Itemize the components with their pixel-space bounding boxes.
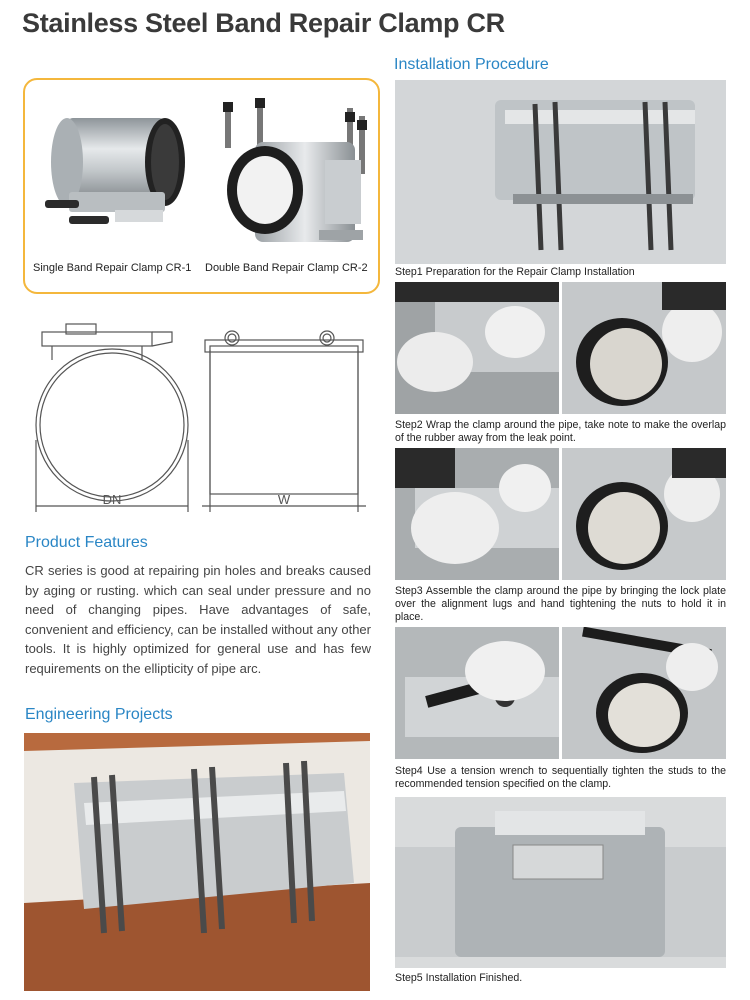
step1-text: Step1 Preparation for the Repair Clamp Installation <box>395 266 635 278</box>
step3-text: Step3 Assemble the clamp around the pipe by bringing the lock plate over the alignment lugs and hand tightening the nuts to hold it in place. <box>395 585 726 623</box>
step4-photo-left <box>395 627 559 759</box>
cr2-clamp-image <box>223 98 367 242</box>
technical-drawing <box>22 320 382 520</box>
product-features-text: CR series is good at repairing pin holes and breaks caused by aging or rusting. which can seal under pressure and no need of changing pipes. Have advantages of safe, convenient and efficiency, can be installed without any other tools. It is highly optimized for general use and has few requirements on the ellipticity of pipe arc. <box>25 563 371 676</box>
step5-photo <box>395 797 726 968</box>
dimension-drawing <box>22 320 382 520</box>
step2-photo-left <box>395 282 559 414</box>
product-box <box>23 78 380 294</box>
installation-procedure-heading: Installation Procedure <box>394 56 549 73</box>
w-label: W <box>277 492 291 507</box>
step5-text: Step5 Installation Finished. <box>395 972 523 984</box>
step2-text: Step2 Wrap the clamp around the pipe, take note to make the overlap of the rubber away from the leak point. <box>395 419 726 444</box>
dn-label: DN <box>102 492 122 507</box>
step1-photo <box>395 80 726 264</box>
page-title: Stainless Steel Band Repair Clamp CR <box>22 8 505 38</box>
cr2-caption: Double Band Repair Clamp CR-2 <box>205 262 368 274</box>
step4-text: Step4 Use a tension wrench to sequentially tighten the studs to the recommended tension specified on the clamp. <box>395 765 726 790</box>
step4-photo-right <box>562 627 726 759</box>
step3-photo-left <box>395 448 559 580</box>
product-features-heading: Product Features <box>25 534 148 551</box>
cr1-caption: Single Band Repair Clamp CR-1 <box>33 262 192 274</box>
cr1-clamp-image <box>45 118 185 224</box>
engineering-project-photo <box>24 733 370 991</box>
step2-photo-right <box>562 282 726 414</box>
clamp-products-illustration <box>25 80 378 292</box>
step3-photo-right <box>562 448 726 580</box>
engineering-projects-heading: Engineering Projects <box>25 706 173 723</box>
